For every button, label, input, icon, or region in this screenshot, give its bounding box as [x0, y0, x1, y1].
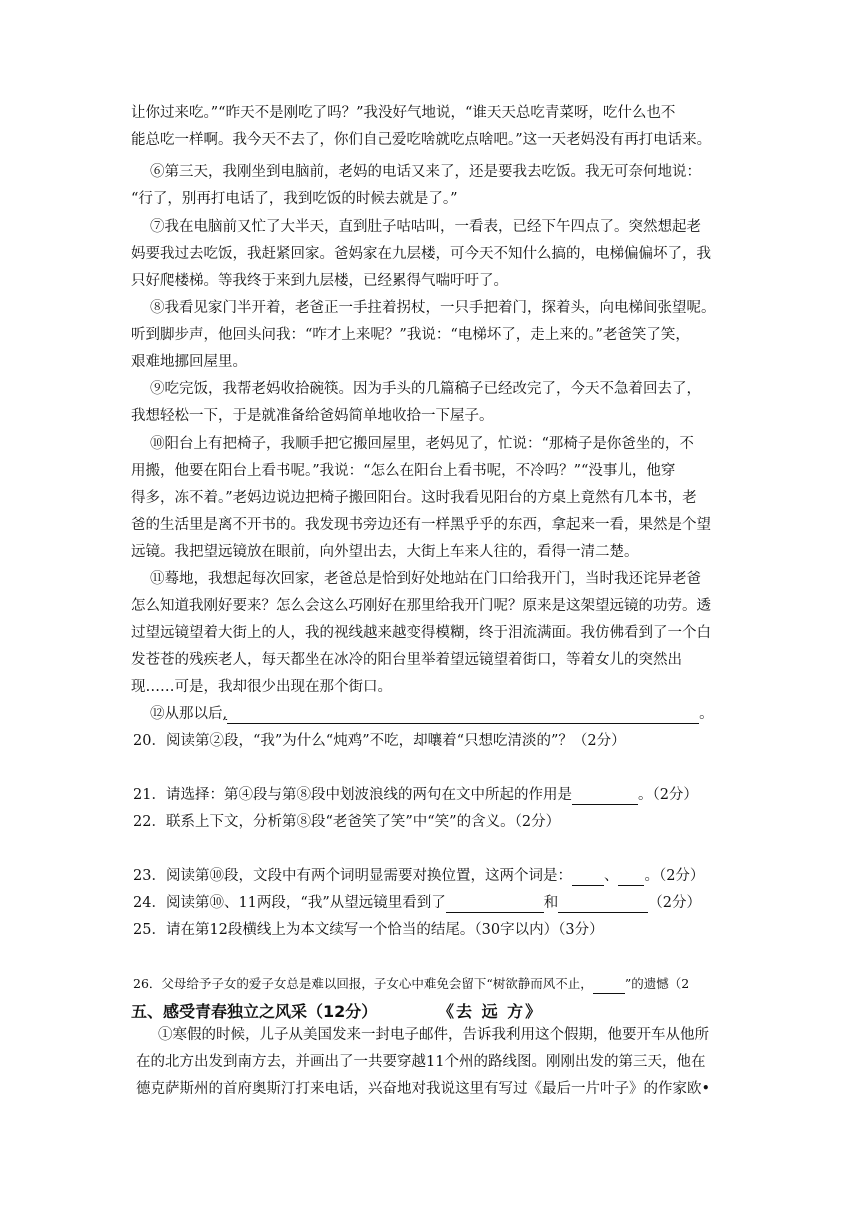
question-21-text: 21．请选择：第④段与第⑧段中划波浪线的两句在文中所起的作用是 — [133, 787, 572, 803]
question-21-blank[interactable] — [572, 788, 638, 805]
question-26-text: 26．父母给予子女的爱子女总是难以回报，子女心中难免会留下“树欲静而风不止， — [133, 976, 593, 991]
question-26 — [133, 974, 733, 994]
question-23-blank-1[interactable] — [572, 869, 604, 886]
question-23 — [133, 866, 733, 886]
story-line: 过望远镜望着大街上的人，我的视线越来越变得模糊，终于泪流满面。我仿佛看到了一个白 — [131, 625, 711, 641]
paragraph-8: ⑧我看见家门半开着，老爸正一手拄着拐杖，一只手把着门，探着头，向电梯间张望呢。 — [150, 300, 716, 316]
question-26-blank[interactable] — [593, 979, 625, 994]
paragraph-12-end: 。 — [699, 706, 714, 722]
question-23-sep: 、 — [603, 868, 619, 884]
question-24-text: 24．阅读第⑩、11两段，“我”从望远镜里看到了 — [133, 895, 446, 911]
paragraph-12-prefix: ⑫从那以后 — [150, 706, 223, 722]
story-line: 得多，冻不着。”老妈边说边把椅子搬回阳台。这时我看见阳台的方桌上竟然有几本书，老 — [131, 490, 697, 506]
story-line: 发苍苍的残疾老人，每天都坐在冰冷的阳台里举着望远镜望着街口，等着女儿的突然出 — [131, 652, 682, 668]
question-21 — [133, 785, 733, 805]
section-5-heading: 五、感受青春独立之风采（12分） — [131, 1002, 378, 1021]
story-line: 能总吃一样啊。我今天不去了，你们自己爱吃啥就吃点啥吧。”这一天老妈没有再打电话来。 — [131, 132, 712, 148]
story-line: 爸的生活里是离不开书的。我发现书旁边还有一样黑乎乎的东西，拿起来一看，果然是个望 — [131, 517, 711, 533]
story-line: 让你过来吃。”“昨天不是刚吃了吗？”我没好气地说，“谁天天总吃青菜呀，吃什么也不 — [131, 105, 676, 121]
question-26-score: ”的遗憾（2 — [624, 976, 690, 991]
question-24-and: 和 — [543, 895, 559, 911]
section-5-paragraph-1: ①寒假的时候，儿子从美国发来一封电子邮件，告诉我利用这个假期，他要开车从他所 — [158, 1027, 709, 1043]
story-line: 艰难地挪回屋里。 — [131, 354, 247, 370]
paragraph-12-ending — [150, 704, 750, 724]
section-5-line: 在的北方出发到南方去，并画出了一共要穿越11个州的路线图。刚刚出发的第三天，他在 — [136, 1054, 706, 1070]
paragraph-10: ⑩阳台上有把椅子，我顺手把它搬回屋里，老妈见了，忙说：“那椅子是你爸坐的，不 — [150, 436, 694, 452]
question-20: 20．阅读第②段，“我”为什么“炖鸡”不吃，却嚷着“只想吃清淡的”？（2分） — [133, 733, 626, 749]
question-24-blank-1[interactable] — [446, 896, 544, 913]
story-line: 妈要我过去吃饭，我赶紧回家。爸妈家在九层楼，可今天不知什么搞的，电梯偏偏坏了，我 — [131, 246, 711, 262]
question-23-blank-2[interactable] — [618, 869, 644, 886]
paragraph-11: ⑪蓦地，我想起每次回家，老爸总是恰到好处地站在门口给我开门，当时我还诧异老爸 — [150, 571, 701, 587]
story-line: 用搬，他要在阳台上看书呢。”我说：“怎么在阳台上看书呢，不冷吗？”“没事儿，他穿 — [131, 463, 676, 479]
story-line: 听到脚步声，他回头问我：“咋才上来呢？”我说：“电梯坏了，走上来的。”老爸笑了笑， — [131, 327, 690, 343]
section-5-article-title: 《去 远 方》 — [438, 1002, 544, 1021]
question-24-blank-2[interactable] — [558, 896, 648, 913]
ending-answer-blank[interactable] — [227, 707, 699, 724]
story-line: 怎么知道我刚好要来？怎么会这么巧刚好在那里给我开门呢？原来是这架望远镜的功劳。透 — [131, 598, 711, 614]
paragraph-9: ⑨吃完饭，我帮老妈收拾碗筷。因为手头的几篇稿子已经改完了，今天不急着回去了， — [150, 381, 701, 397]
question-23-score: 。（2分） — [644, 868, 705, 884]
question-21-score: 。（2分） — [637, 787, 698, 803]
story-line: 现……可是，我却很少出现在那个街口。 — [131, 679, 392, 695]
question-25: 25．请在第12段横线上为本文续写一个恰当的结尾。（30字以内）（3分） — [133, 922, 604, 938]
question-24 — [133, 893, 733, 913]
story-line: “行了，别再打电话了，我到吃饭的时候去就是了。” — [131, 191, 458, 207]
question-23-text: 23．阅读第⑩段，文段中有两个词明显需要对换位置，这两个词是： — [133, 868, 572, 884]
section-5-line: 德克萨斯州的首府奥斯汀打来电话，兴奋地对我说这里有写过《最后一片叶子》的作家欧• — [136, 1081, 711, 1097]
paragraph-7: ⑦我在电脑前又忙了大半天，直到肚子咕咕叫，一看表，已经下午四点了。突然想起老 — [150, 219, 701, 235]
paragraph-6: ⑥第三天，我刚坐到电脑前，老妈的电话又来了，还是要我去吃饭。我无可奈何地说： — [150, 164, 701, 180]
question-22: 22．联系上下文，分析第⑧段“老爸笑了笑”中“笑”的含义。（2分） — [133, 814, 561, 830]
story-line: 远镜。我把望远镜放在眼前，向外望出去，大街上车来人往的，看得一清二楚。 — [131, 544, 639, 560]
question-24-score: （2分） — [648, 895, 701, 911]
paragraph-12-comma: , — [222, 706, 228, 722]
story-line: 只好爬楼梯。等我终于来到九层楼，已经累得气喘吁吁了。 — [131, 273, 508, 289]
story-line: 我想轻松一下，于是就准备给爸妈简单地收拾一下屋子。 — [131, 408, 494, 424]
